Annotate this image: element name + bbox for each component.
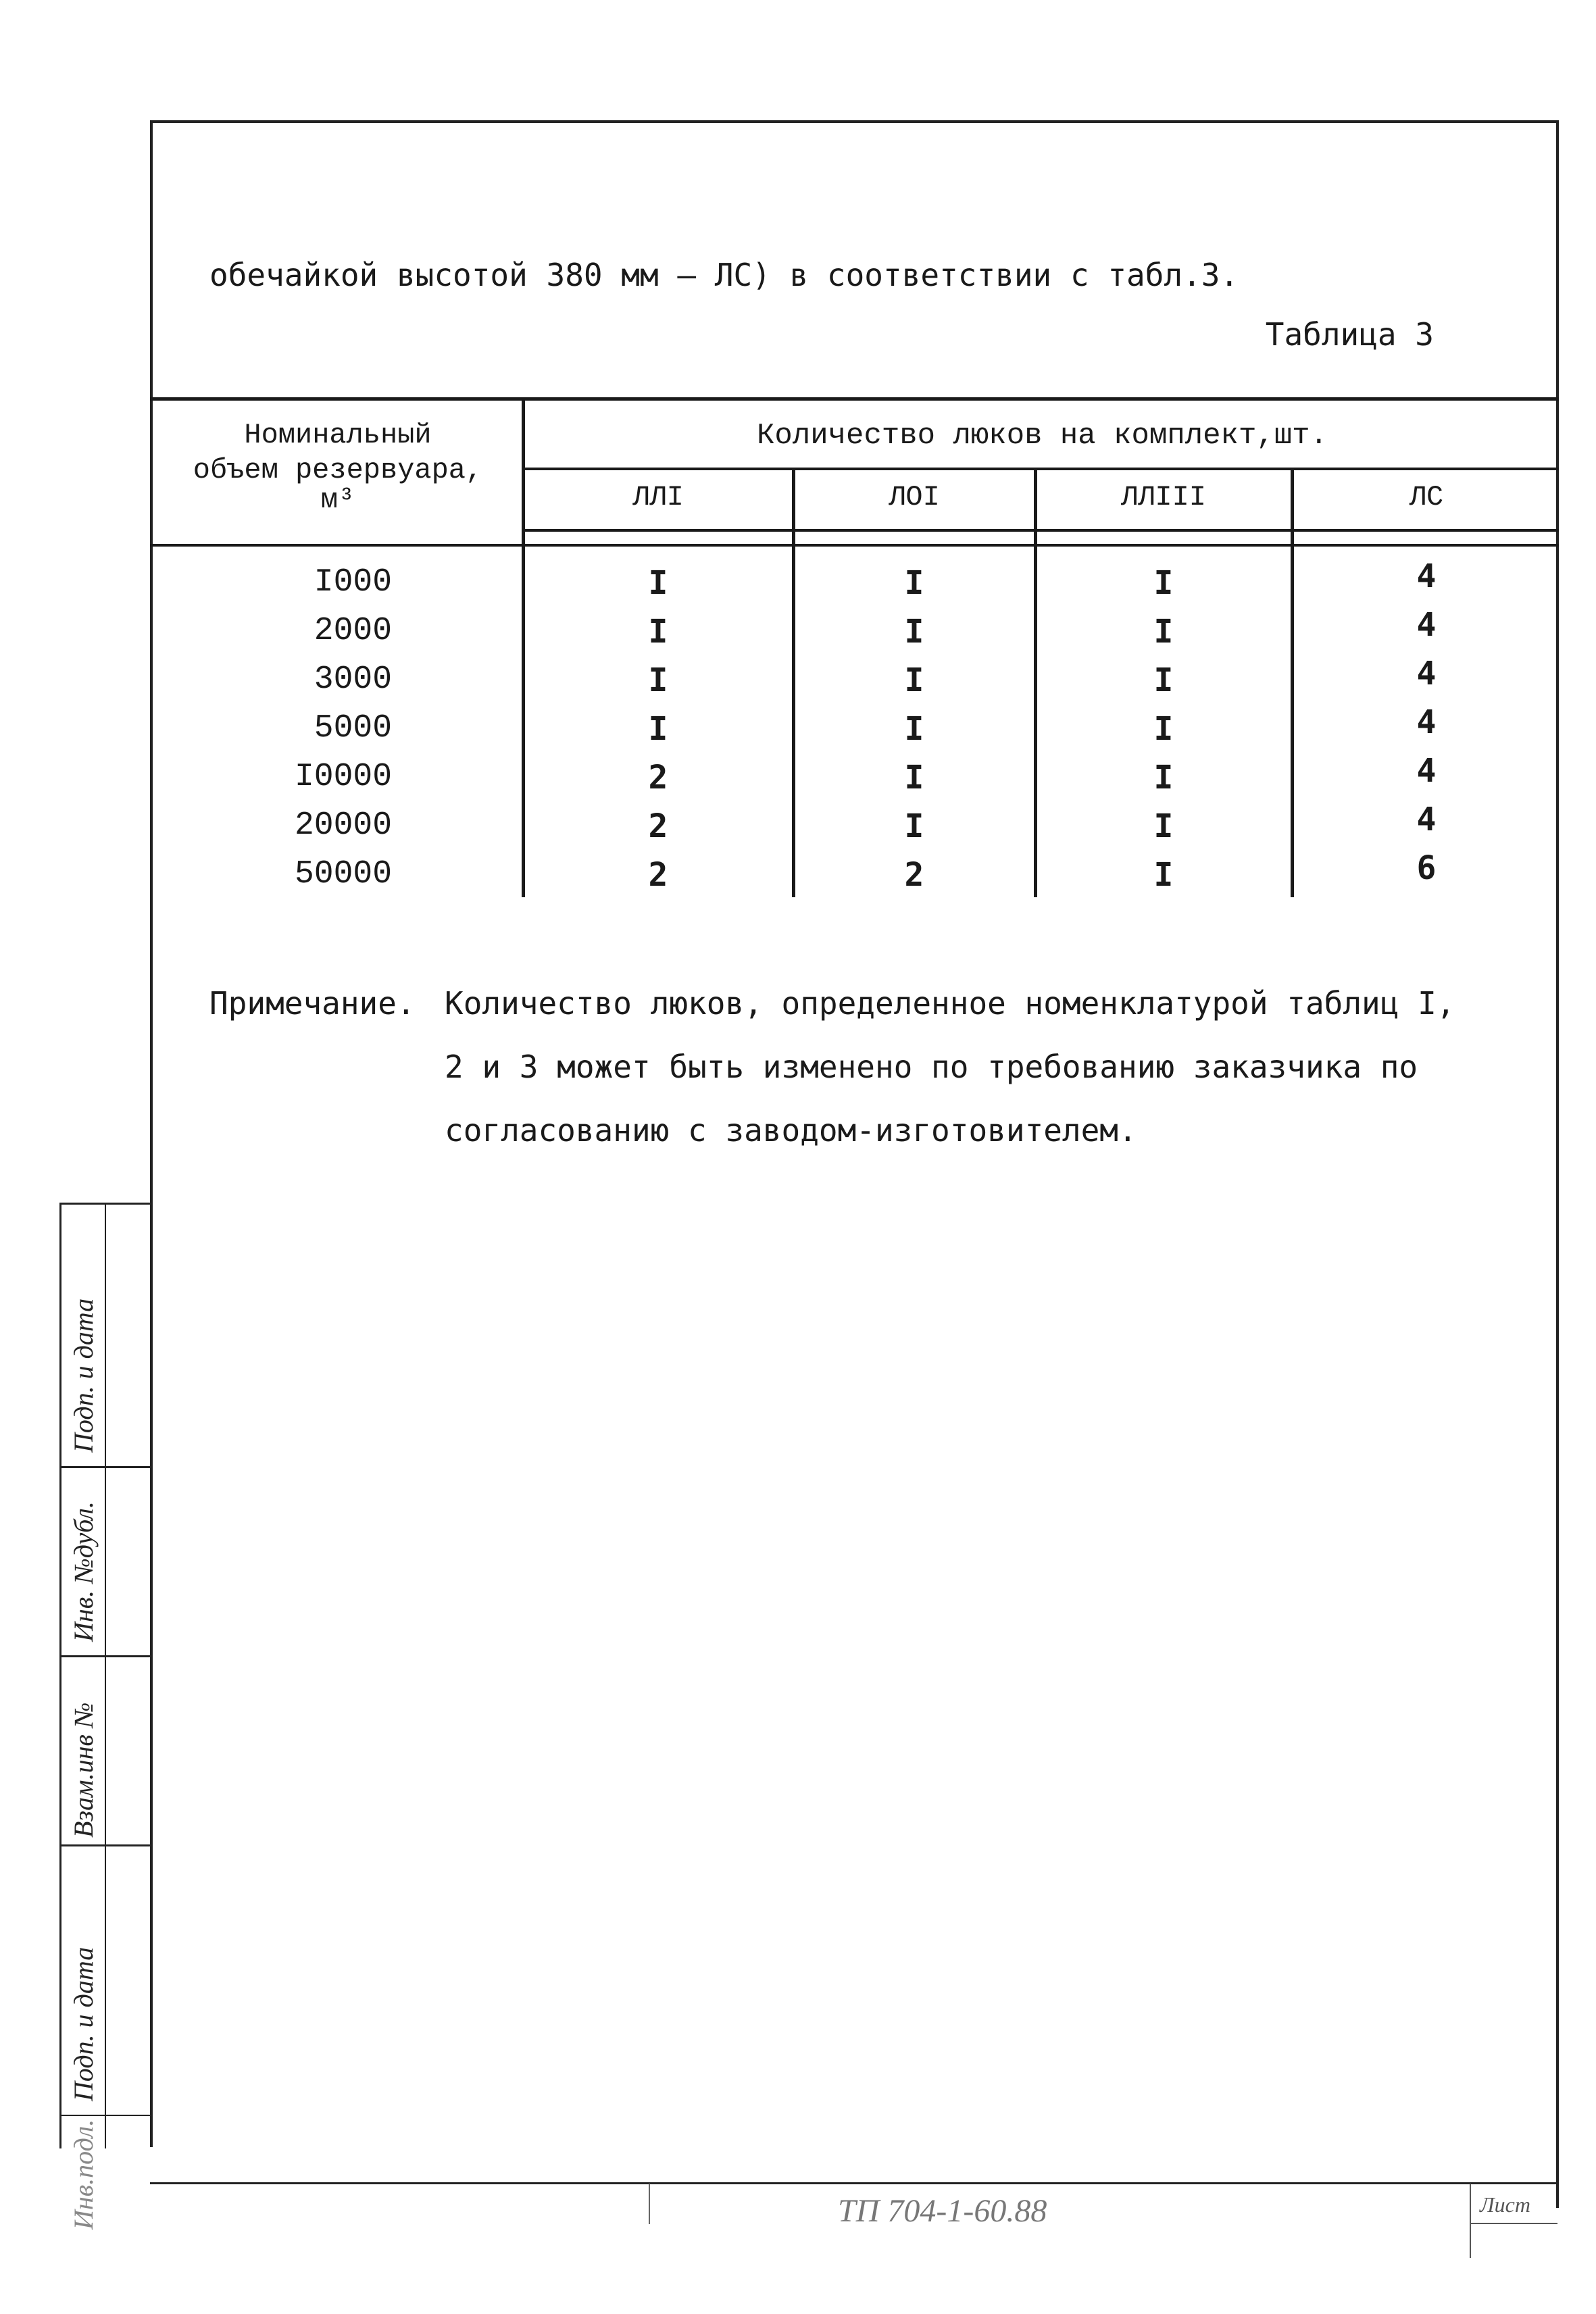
volume-cell: 50000 bbox=[294, 856, 392, 892]
ls-cell: 4 bbox=[1416, 655, 1437, 693]
subheader-lli: ЛЛI bbox=[632, 481, 684, 513]
loi-cell: I bbox=[904, 661, 924, 699]
col-divider-4 bbox=[1291, 468, 1294, 897]
col-divider-1 bbox=[522, 397, 525, 897]
stamp-sep-1 bbox=[59, 1466, 151, 1468]
table-caption: Таблица 3 bbox=[1265, 316, 1434, 353]
frame-left bbox=[150, 120, 153, 2147]
subheader-ls: ЛС bbox=[1409, 481, 1444, 513]
note-line-3: согласованию с заводом-изготовителем. bbox=[445, 1112, 1137, 1149]
ls-cell: 4 bbox=[1416, 752, 1437, 790]
ls-cell: 4 bbox=[1416, 703, 1437, 741]
stamp-field-sign-date: Подп. и дата bbox=[68, 1298, 99, 1453]
llii-cell: I bbox=[1153, 613, 1174, 651]
loi-cell: 2 bbox=[904, 856, 924, 894]
ls-cell: 6 bbox=[1416, 849, 1437, 887]
llii-cell: I bbox=[1153, 661, 1174, 699]
sheet-label: Лист bbox=[1480, 2192, 1530, 2217]
volume-cell: 5000 bbox=[314, 710, 392, 747]
volume-header-line1: Номинальный bbox=[244, 419, 432, 451]
ls-cell: 4 bbox=[1416, 801, 1437, 838]
intro-text: обечайкой высотой 380 мм – ЛС) в соответствии с табл.3. bbox=[209, 257, 1239, 293]
subheader-llii: ЛЛIII bbox=[1120, 481, 1207, 513]
lli-cell: 2 bbox=[648, 807, 668, 845]
stamp-col-divider bbox=[105, 1203, 106, 2148]
subheader-loi: ЛОI bbox=[889, 481, 940, 513]
note-line-2: 2 и 3 может быть изменено по требованию заказчика по bbox=[445, 1049, 1418, 1085]
sheet-box-mid bbox=[1470, 2223, 1557, 2224]
loi-cell: I bbox=[904, 710, 924, 748]
volume-cell: I000 bbox=[314, 564, 392, 601]
ls-cell: 4 bbox=[1416, 606, 1437, 644]
note-line-1: Количество люков, определенное номенклатурой таблиц I, bbox=[445, 985, 1455, 1022]
loi-cell: I bbox=[904, 613, 924, 651]
stamp-sep-3 bbox=[59, 1844, 151, 1846]
llii-cell: I bbox=[1153, 564, 1174, 602]
footer-divider bbox=[649, 2184, 650, 2224]
volume-header-line3: м³ bbox=[320, 484, 355, 516]
sheet-box-left bbox=[1470, 2184, 1471, 2258]
header-bottom-rule bbox=[524, 529, 1559, 532]
loi-cell: I bbox=[904, 807, 924, 845]
lli-cell: I bbox=[648, 564, 668, 602]
document-code: ТП 704-1-60.88 bbox=[838, 2193, 1047, 2229]
lli-cell: I bbox=[648, 661, 668, 699]
llii-cell: I bbox=[1153, 759, 1174, 797]
stamp-field-orig-no: Инв.подл. bbox=[68, 2119, 99, 2230]
col-divider-3 bbox=[1034, 468, 1037, 897]
stamp-outer-left bbox=[59, 1203, 61, 2148]
ls-cell: 4 bbox=[1416, 557, 1437, 595]
col-divider-2 bbox=[792, 468, 795, 897]
note-label: Примечание. bbox=[209, 985, 416, 1022]
stamp-field-replace-no: Взам.инв № bbox=[68, 1702, 99, 1838]
lli-cell: 2 bbox=[648, 759, 668, 797]
stamp-sep-2 bbox=[59, 1655, 151, 1657]
llii-cell: I bbox=[1153, 856, 1174, 894]
lli-cell: I bbox=[648, 613, 668, 651]
volume-cell: 3000 bbox=[314, 661, 392, 698]
group-header: Количество люков на комплект,шт. bbox=[757, 419, 1328, 453]
lli-cell: 2 bbox=[648, 856, 668, 894]
body-top-rule bbox=[150, 544, 1559, 547]
stamp-field-dup-no: Инв. №дубл. bbox=[68, 1501, 99, 1642]
frame-top bbox=[150, 120, 1559, 123]
volume-cell: 20000 bbox=[294, 807, 392, 844]
table-top-rule bbox=[150, 397, 1559, 401]
llii-cell: I bbox=[1153, 807, 1174, 845]
subheader-rule bbox=[524, 468, 1559, 470]
stamp-sep-4 bbox=[59, 2115, 151, 2116]
loi-cell: I bbox=[904, 759, 924, 797]
lli-cell: I bbox=[648, 710, 668, 748]
llii-cell: I bbox=[1153, 710, 1174, 748]
volume-cell: I0000 bbox=[294, 759, 392, 795]
stamp-top bbox=[59, 1203, 151, 1205]
loi-cell: I bbox=[904, 564, 924, 602]
volume-header-line2: объем резервуара, bbox=[193, 454, 483, 486]
stamp-field-sign-date-2: Подп. и дата bbox=[68, 1946, 99, 2101]
frame-bottom bbox=[150, 2182, 1559, 2184]
volume-cell: 2000 bbox=[314, 613, 392, 649]
